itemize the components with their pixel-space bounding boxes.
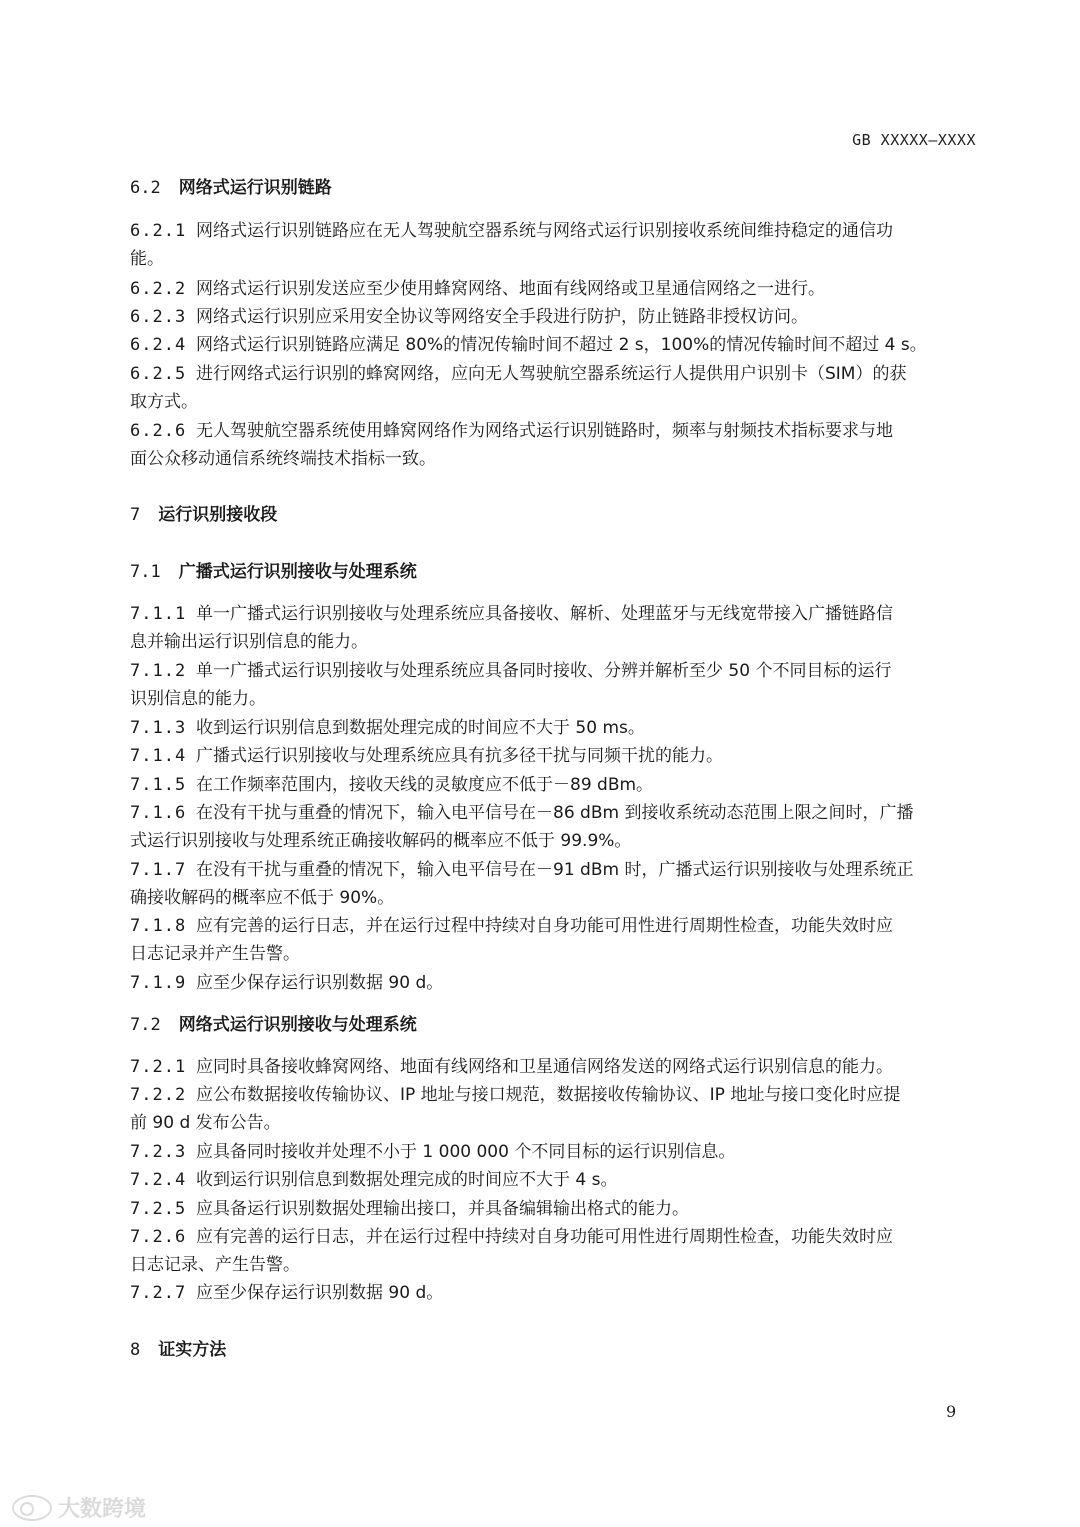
section-number: 7 [130, 505, 141, 525]
clause-7-2-1 [130, 1053, 980, 1081]
section-title: 网络式运行识别接收与处理系统 [178, 1015, 417, 1035]
clause-number: 7.2.4 [130, 1170, 187, 1190]
clause-text: 应具备运行识别数据处理输出接口，并具备编辑输出格式的能力。 [196, 1199, 689, 1219]
clause-7-2-3 [130, 1138, 980, 1166]
clause-number: 6.2.6 [130, 421, 187, 441]
clause-number: 7.1.5 [130, 775, 187, 795]
clause-6-2-5 [130, 360, 980, 416]
clause-7-2-2 [130, 1081, 980, 1137]
clause-number: 7.1.7 [130, 860, 187, 880]
clause-number: 7.1.6 [130, 803, 187, 823]
clause-text: 网络式运行识别发送应至少使用蜂窝网络、地面有线网络或卫星通信网络之一进行。 [196, 279, 825, 299]
clause-number: 6.2.4 [130, 335, 187, 355]
clause-text: 网络式运行识别应采用安全协议等网络安全手段进行防护，防止链路非授权访问。 [196, 307, 808, 327]
clause-text-cont: 确接收解码的概率应不低于 90%。 [130, 888, 395, 908]
clause-6-2-6 [130, 417, 980, 473]
watermark-logo-icon [12, 1495, 52, 1521]
section-title: 证实方法 [158, 1340, 227, 1360]
clause-text: 单一广播式运行识别接收与处理系统应具备同时接收、分辨并解析至少 50 个不同目标的运行 [196, 661, 892, 681]
clause-text: 应公布数据接收传输协议、IP 地址与接口规范，数据接收传输协议、IP 地址与接口变化时应提 [196, 1085, 901, 1105]
clause-text: 网络式运行识别链路应满足 80%的情况传输时间不超过 2 s，100%的情况传输时间不超过 4 s。 [196, 335, 927, 355]
clause-text-cont: 取方式。 [130, 392, 198, 412]
clause-text: 应有完善的运行日志，并在运行过程中持续对自身功能可用性进行周期性检查，功能失效时应 [196, 1227, 893, 1247]
watermark [12, 1492, 146, 1523]
section-number: 7.1 [130, 562, 161, 582]
clause-text: 在工作频率范围内，接收天线的灵敏度应不低于－89 dBm。 [196, 775, 654, 795]
section-heading-8 [130, 1338, 226, 1362]
clause-text: 应有完善的运行日志，并在运行过程中持续对自身功能可用性进行周期性检查，功能失效时应 [196, 916, 893, 936]
clause-7-2-6 [130, 1223, 980, 1279]
clause-7-1-4 [130, 742, 980, 770]
clause-number: 7.1.4 [130, 746, 187, 766]
clause-number: 7.2.6 [130, 1227, 187, 1247]
clause-number: 6.2.5 [130, 364, 187, 384]
section-heading-7 [130, 503, 277, 527]
clause-text-cont: 息并输出运行识别信息的能力。 [130, 632, 368, 652]
clause-number: 7.1.9 [130, 973, 187, 993]
clause-7-1-2 [130, 657, 980, 713]
section-heading-7-2 [130, 1013, 417, 1037]
page-number: 9 [946, 1402, 957, 1421]
clause-6-2-2 [130, 275, 980, 303]
clause-7-1-6 [130, 799, 980, 855]
clause-7-1-9 [130, 969, 980, 997]
clause-7-1-7 [130, 856, 980, 912]
clause-number: 7.2.7 [130, 1283, 187, 1303]
section-title: 广播式运行识别接收与处理系统 [178, 562, 417, 582]
clause-number: 6.2.1 [130, 221, 187, 241]
clause-text: 收到运行识别信息到数据处理完成的时间应不大于 50 ms。 [196, 718, 645, 738]
section-number: 7.2 [130, 1015, 161, 1035]
clause-7-2-4 [130, 1166, 980, 1194]
clause-number: 7.2.3 [130, 1142, 187, 1162]
clause-text-cont: 能。 [130, 249, 164, 269]
clause-number: 6.2.2 [130, 279, 187, 299]
clause-text-cont: 面公众移动通信系统终端技术指标一致。 [130, 449, 436, 469]
clause-7-2-7 [130, 1279, 980, 1307]
section-title: 网络式运行识别链路 [178, 178, 332, 198]
clause-7-2-5 [130, 1195, 980, 1223]
clause-number: 7.1.2 [130, 661, 187, 681]
clause-7-1-3 [130, 714, 980, 742]
clause-text: 应同时具备接收蜂窝网络、地面有线网络和卫星通信网络发送的网络式运行识别信息的能力。 [196, 1057, 893, 1077]
clause-text-cont: 式运行识别接收与处理系统正确接收解码的概率应不低于 99.9%。 [130, 831, 632, 851]
clause-number: 7.1.8 [130, 916, 187, 936]
clause-text: 收到运行识别信息到数据处理完成的时间应不大于 4 s。 [196, 1170, 618, 1190]
clause-6-2-3 [130, 303, 980, 331]
section-number: 6.2 [130, 178, 161, 198]
clause-7-1-1 [130, 600, 980, 656]
section-number: 8 [130, 1340, 141, 1360]
clause-text: 广播式运行识别接收与处理系统应具有抗多径干扰与同频干扰的能力。 [196, 746, 723, 766]
clause-text-cont: 日志记录、产生告警。 [130, 1255, 300, 1275]
clause-number: 7.2.2 [130, 1085, 187, 1105]
clause-number: 7.2.1 [130, 1057, 187, 1077]
clause-text: 在没有干扰与重叠的情况下，输入电平信号在－86 dBm 到接收系统动态范围上限之间时，广播 [196, 803, 914, 823]
clause-number: 6.2.3 [130, 307, 187, 327]
clause-7-1-8 [130, 912, 980, 968]
clause-text: 进行网络式运行识别的蜂窝网络，应向无人驾驶航空器系统运行人提供用户识别卡（SIM）的获 [196, 364, 907, 384]
clause-text: 应至少保存运行识别数据 90 d。 [196, 1283, 444, 1303]
clause-number: 7.1.3 [130, 718, 187, 738]
clause-text: 网络式运行识别链路应在无人驾驶航空器系统与网络式运行识别接收系统间维持稳定的通信功 [196, 221, 893, 241]
clause-text: 无人驾驶航空器系统使用蜂窝网络作为网络式运行识别链路时，频率与射频技术指标要求与地 [196, 421, 893, 441]
clause-text: 应具备同时接收并处理不小于 1 000 000 个不同目标的运行识别信息。 [196, 1142, 736, 1162]
section-title: 运行识别接收段 [158, 505, 278, 525]
section-heading-7-1 [130, 560, 417, 584]
clause-text-cont: 日志记录并产生告警。 [130, 944, 300, 964]
standard-code: GB XXXXX—XXXX [852, 131, 976, 149]
clause-text: 单一广播式运行识别接收与处理系统应具备接收、解析、处理蓝牙与无线宽带接入广播链路信 [196, 604, 893, 624]
clause-number: 7.1.1 [130, 604, 187, 624]
clause-6-2-4 [130, 331, 980, 359]
section-heading-6-2 [130, 176, 332, 200]
clause-text: 在没有干扰与重叠的情况下，输入电平信号在－91 dBm 时，广播式运行识别接收与处理系统正 [196, 860, 914, 880]
clause-text-cont: 前 90 d 发布公告。 [130, 1113, 281, 1133]
clause-text-cont: 识别信息的能力。 [130, 689, 266, 709]
clause-7-1-5 [130, 771, 980, 799]
clause-number: 7.2.5 [130, 1199, 187, 1219]
clause-text: 应至少保存运行识别数据 90 d。 [196, 973, 444, 993]
watermark-text: 大数跨境 [58, 1497, 147, 1522]
clause-6-2-1 [130, 217, 980, 273]
